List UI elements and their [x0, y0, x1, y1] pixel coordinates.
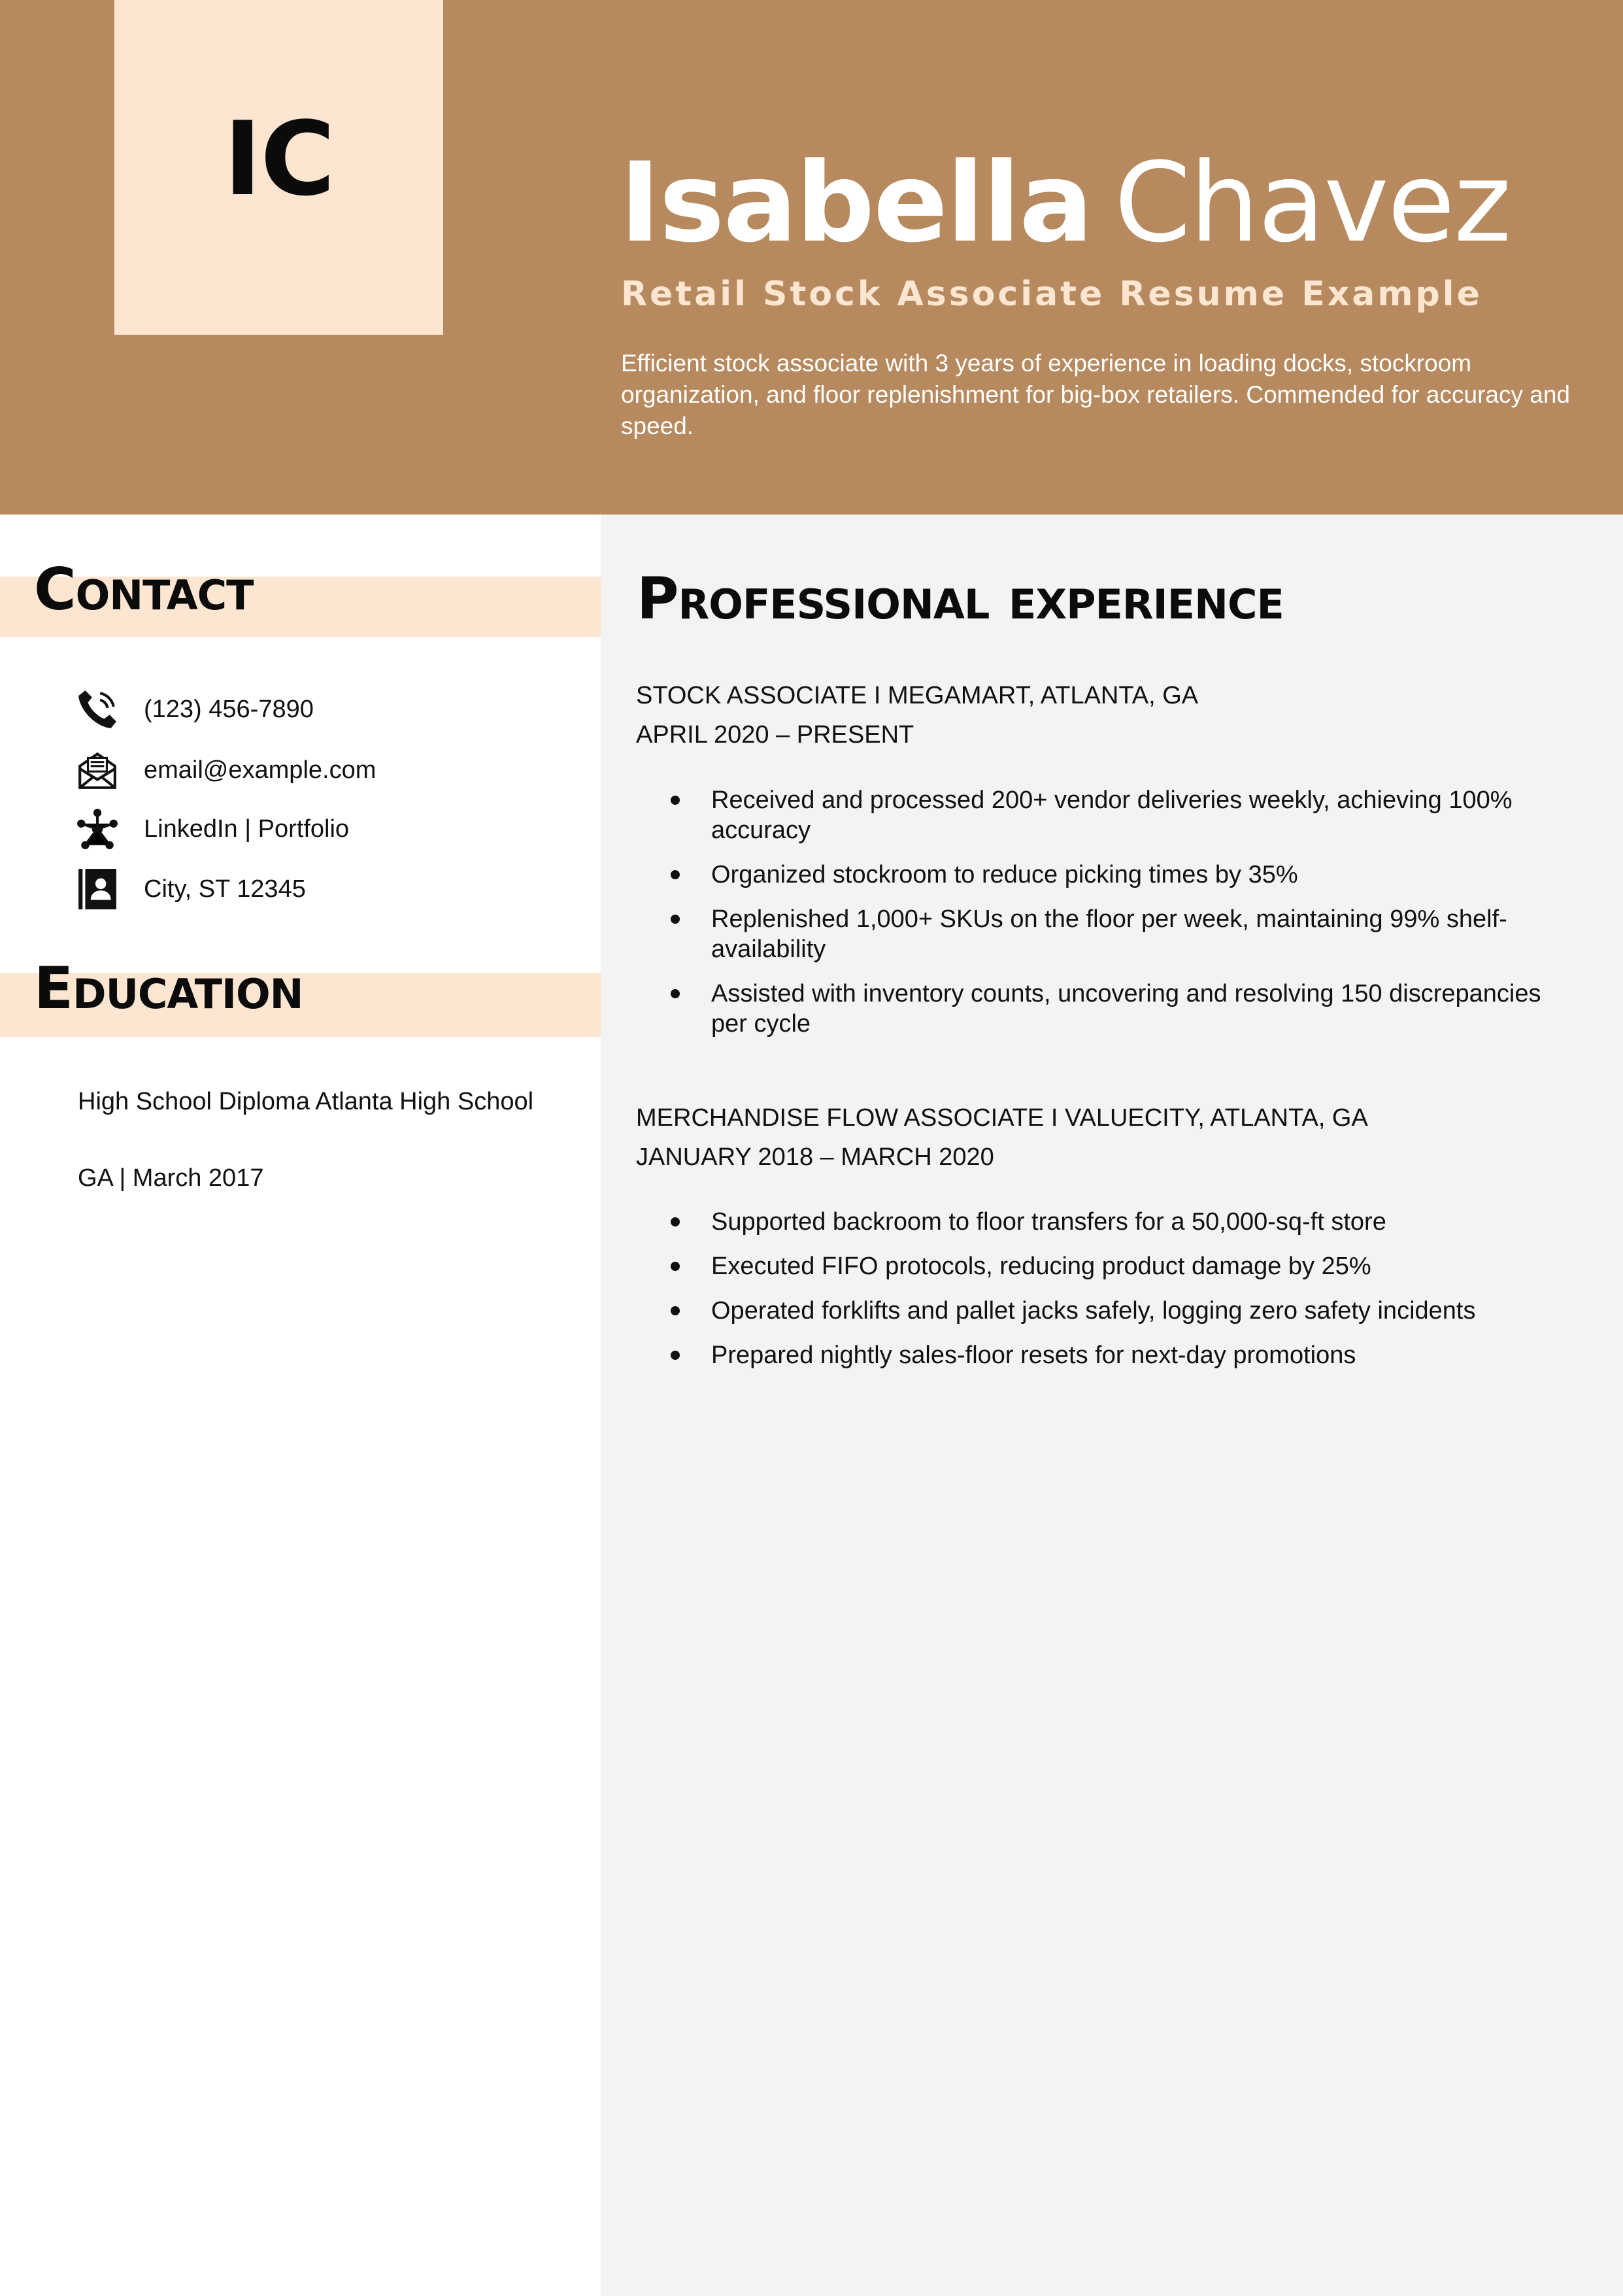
- list-item: Assisted with inventory counts, uncovering and resolving 150 discrepancies per cycle: [671, 979, 1573, 1039]
- job-2-dates: JANUARY 2018 – MARCH 2020: [636, 1143, 994, 1171]
- list-item: Received and processed 200+ vendor deliveries weekly, achieving 100% accuracy: [671, 785, 1573, 845]
- network-icon: [73, 806, 122, 852]
- contact-address: City, ST 12345: [144, 875, 306, 903]
- education-degree: High School Diploma Atlanta High School: [78, 1088, 534, 1115]
- list-item: Prepared nightly sales-floor resets for next-day promotions: [671, 1340, 1573, 1370]
- contact-address-row: [73, 866, 306, 912]
- contact-card-icon: [73, 866, 122, 912]
- header-banner: [0, 0, 1623, 515]
- education-heading: Education: [34, 954, 303, 1022]
- monogram-box: [114, 0, 443, 335]
- list-item: Executed FIFO protocols, reducing product damage by 25%: [671, 1251, 1573, 1281]
- job-2-heading: MERCHANDISE FLOW ASSOCIATE I VALUECITY, ATLANTA, GA: [636, 1104, 1368, 1132]
- envelope-icon: [73, 747, 122, 793]
- education-location-date: GA | March 2017: [78, 1164, 264, 1192]
- job-2-bullets: [671, 1207, 1573, 1385]
- contact-email: email@example.com: [144, 756, 376, 784]
- first-name: Isabella: [620, 139, 1092, 267]
- contact-phone-row: [73, 686, 314, 732]
- experience-panel: [601, 515, 1623, 2296]
- profile-summary: Efficient stock associate with 3 years of experience in loading docks, stockroom organization, and floor replenishment for big-box retailers. Commended for accuracy and speed.: [621, 350, 1570, 439]
- list-item: Operated forklifts and pallet jacks safely, logging zero safety incidents: [671, 1296, 1573, 1326]
- list-item: Replenished 1,000+ SKUs on the floor per week, maintaining 99% shelf-availability: [671, 904, 1573, 964]
- contact-phone: (123) 456-7890: [144, 695, 314, 723]
- job-1-bullets: [671, 785, 1573, 1053]
- job-1-heading: STOCK ASSOCIATE I MEGAMART, ATLANTA, GA: [636, 682, 1199, 709]
- contact-links-row: [73, 806, 349, 852]
- contact-links: LinkedIn | Portfolio: [144, 815, 350, 843]
- resume-subtitle: Retail Stock Associate Resume Example: [621, 275, 1482, 314]
- last-name: Chavez: [1114, 139, 1511, 267]
- monogram: IC: [224, 99, 334, 218]
- candidate-name: [620, 133, 1510, 272]
- job-1-dates: APRIL 2020 – PRESENT: [636, 721, 914, 749]
- list-item: Supported backroom to floor transfers for a 50,000-sq-ft store: [671, 1207, 1573, 1237]
- experience-heading: Professional experience: [637, 565, 1284, 632]
- list-item: Organized stockroom to reduce picking times by 35%: [671, 860, 1573, 890]
- contact-heading: Contact: [34, 556, 254, 623]
- phone-icon: [73, 686, 122, 732]
- contact-email-row: [73, 747, 376, 793]
